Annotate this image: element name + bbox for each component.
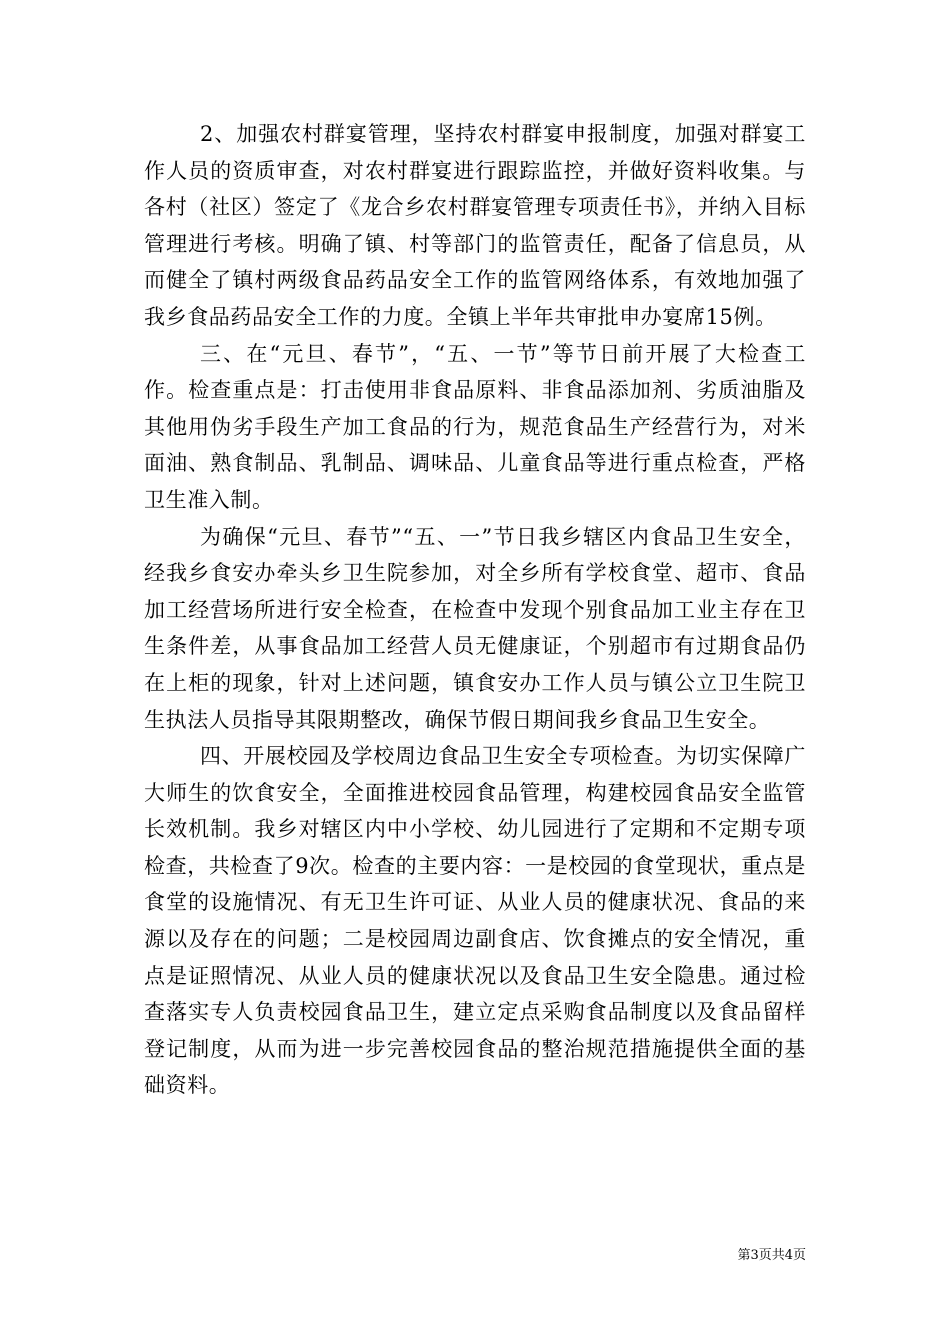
paragraph-holiday-inspection: 三、在“元旦、春节”，“五、一节”等节日前开展了大检查工作。检查重点是：打击使用非食品原料、非食品添加剂、劣质油脂及其他用伪劣手段生产加工食品的行为，规范食品生产经营行为，对米面油、熟食制品、乳制品、调味品、儿童食品等进行重点检查，严格卫生准入制。 (144, 341, 806, 512)
page-number-footer: 第3页共4页 (737, 1248, 806, 1263)
paragraph-group-banquet-management: 2、加强农村群宴管理，坚持农村群宴申报制度，加强对群宴工作人员的资质审查，对农村群宴进行跟踪监控，并做好资料收集。与各村（社区）签定了《龙合乡农村群宴管理专项责任书》，并纳入目标管理进行考核。明确了镇、村等部门的监管责任，配备了信息员，从而健全了镇村两级食品药品安全工作的监管网络体系，有效地加强了我乡食品药品安全工作的力度。全镇上半年共审批申办宴席15例。 (144, 122, 806, 329)
paragraph-holiday-safety-check: 为确保“元旦、春节”“五、一”节日我乡辖区内食品卫生安全，经我乡食安办牵头乡卫生院参加，对全乡所有学校食堂、超市、食品加工经营场所进行安全检查，在检查中发现个别食品加工业主存在卫生条件差，从事食品加工经营人员无健康证，个别超市有过期食品仍在上柜的现象，针对上述问题，镇食安办工作人员与镇公立卫生院卫生执法人员指导其限期整改，确保节假日期间我乡食品卫生安全。 (144, 524, 806, 732)
paragraph-campus-food-safety: 四、开展校园及学校周边食品卫生安全专项检查。为切实保障广大师生的饮食安全，全面推进校园食品管理，构建校园食品安全监管长效机制。我乡对辖区内中小学校、幼儿园进行了定期和不定期专项检查，共检查了9次。检查的主要内容：一是校园的食堂现状，重点是食堂的设施情况、有无卫生许可证、从业人员的健康状况、食品的来源以及存在的问题；二是校园周边副食店、饮食摊点的安全情况，重点是证照情况、从业人员的健康状况以及食品卫生安全隐患。通过检查落实专人负责校园食品卫生，建立定点采购食品制度以及食品留样登记制度，从而为进一步完善校园食品的整治规范措施提供全面的基础资料。 (144, 744, 806, 1098)
document-body (144, 116, 806, 1104)
